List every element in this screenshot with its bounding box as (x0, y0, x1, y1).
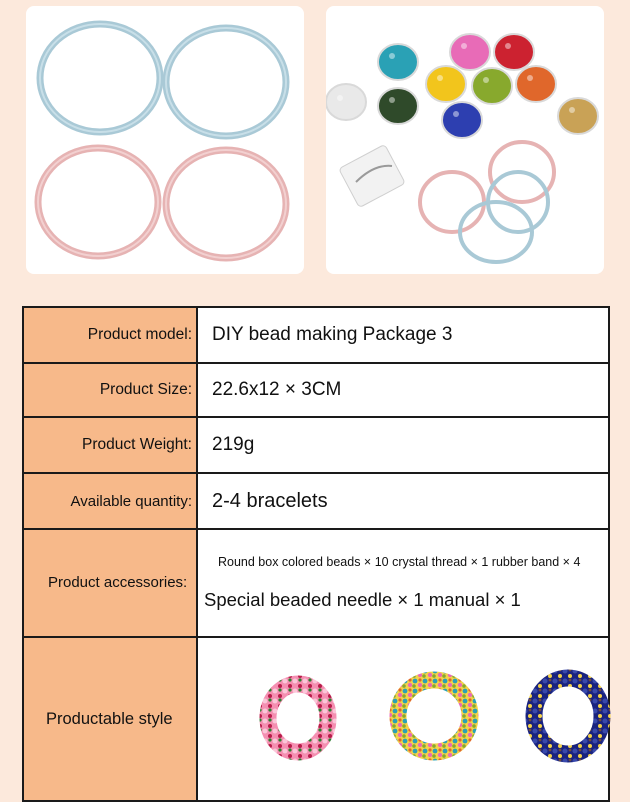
weight-label: Product Weight: (23, 417, 197, 473)
weight-value: 219g (197, 417, 609, 473)
needle-card (339, 144, 406, 207)
spec-row-size (23, 363, 609, 417)
quantity-label: Available quantity: (23, 473, 197, 529)
kit-rings (420, 142, 554, 262)
rings-photo (26, 6, 304, 274)
accessories-line-2: Special beaded needle × 1 manual × 1 (204, 589, 521, 610)
spec-row-weight (23, 417, 609, 473)
model-label: Product model: (23, 307, 197, 363)
spec-row-style (23, 637, 609, 801)
accessories-line-1: Round box colored beads × 10 crystal thread × 1 rubber band × 4 (218, 555, 581, 569)
navy-bracelet (534, 678, 602, 754)
spec-row-model (23, 307, 609, 363)
kit-contents-photo (326, 6, 604, 274)
bead-boxes (326, 34, 598, 138)
style-label: Productable style (23, 637, 197, 801)
model-value: DIY bead making Package 3 (197, 307, 609, 363)
style-samples (197, 637, 609, 801)
quantity-value: 2-4 bracelets (197, 473, 609, 529)
rings-illustration (26, 6, 304, 274)
spec-row-accessories (23, 529, 609, 637)
bracelet-samples-illustration (212, 638, 628, 794)
accessories-label: Product accessories: (23, 529, 197, 637)
accessories-value (197, 529, 609, 637)
multicolor-bracelet (398, 680, 470, 752)
spec-row-quantity (23, 473, 609, 529)
size-label: Product Size: (23, 363, 197, 417)
kit-illustration (326, 6, 604, 274)
size-value: 22.6x12 × 3CM (197, 363, 609, 417)
spec-table (22, 306, 610, 802)
pink-bracelet (268, 684, 328, 752)
